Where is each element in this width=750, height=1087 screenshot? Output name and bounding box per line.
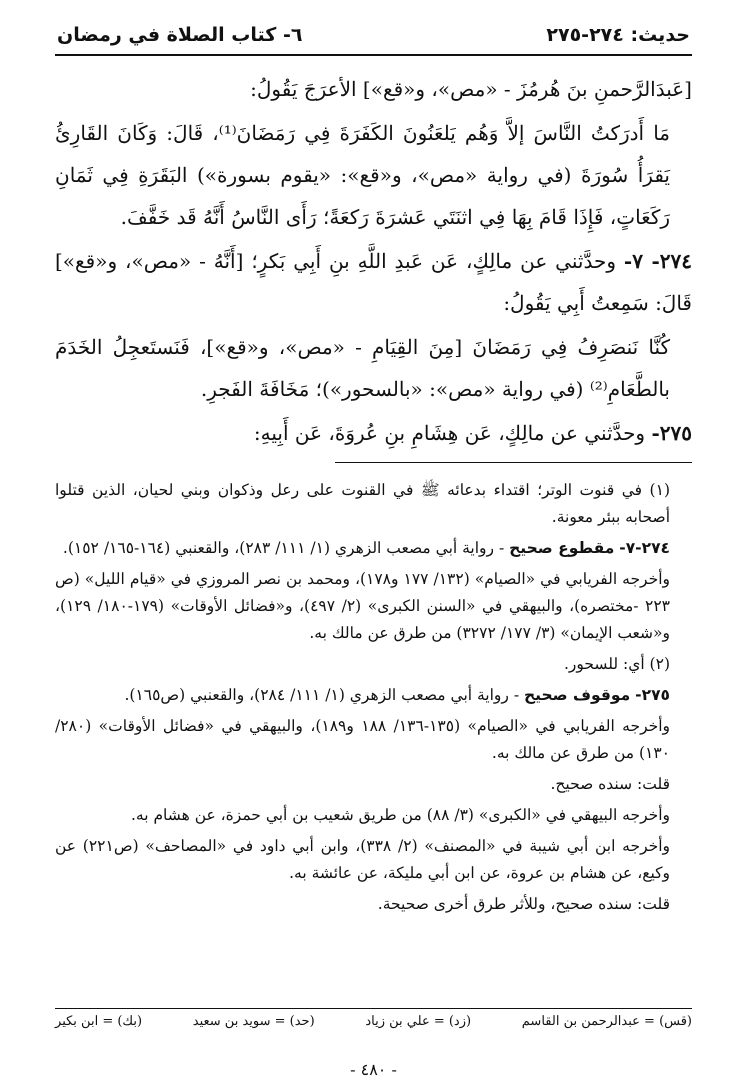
footnote-1: (١) في قنوت الوتر؛ اقتداء بدعائه ﷺ في القنوت على رعل وذكوان وبني لحيان، الذين قتلوا أصحابه ببئر معونة.	[55, 481, 670, 526]
page-number: - ٤٨٠ -	[350, 1060, 397, 1079]
abbr-item: (بك) = ابن بكير	[55, 1014, 143, 1029]
main-paragraph-3	[55, 240, 692, 324]
note-275-header	[55, 682, 692, 709]
note-275-number: ٢٧٥-	[635, 686, 670, 704]
note-274-takhrij: وأخرجه الفريابي في «الصيام» (١٣٢/ ١٧٧ و١٧٨)، ومحمد بن نصر المروزي في «قيام الليل» (ص ٢٢٣ -مختصره)، والبيهقي في «السنن الكبرى» (٢/ ٤٩٧)، و«فضائل الأوقات» (١٧٩-١٨٠/ ١٢٩)، و«شعب الإيمان» (٣/ ١٧٧/ ٣٢٧٢) من طرق عن مالك به.	[55, 570, 671, 642]
main-paragraph-4: كُنَّا نَنصَرِفُ فِي رَمَضَانَ [مِنَ القِيَامِ - «مص»، و«قع»]، فَنَستَعجِلُ الخَدَمَ بالطَّعَامِ⁽²⁾ (في رواية «مص»: «بالسحور»)؛ مَخَافَةَ الفَجرِ.	[55, 335, 670, 401]
hadith-range: حديث: ٢٧٤-٢٧٥	[546, 24, 690, 46]
chapter-title: ٦- كتاب الصلاة في رمضان	[57, 24, 303, 46]
footnote-2: (٢) أي: للسحور.	[563, 655, 670, 673]
note-275-takhrij-2: وأخرجه البيهقي في «الكبرى» (٣/ ٨٨) من طريق شعيب بن أبي حمزة، عن هشام به.	[130, 806, 670, 824]
main-paragraph-1: [عَبدَالرَّحمنِ بنَ هُرمُزَ - «مص»، و«قع»] الأعرَجَ يَقُولُ:	[250, 77, 692, 101]
main-paragraph-2: مَا أَدرَكتُ النَّاسَ إلاَّ وَهُم يَلعَنُونَ الكَفَرَةَ فِي رَمَضَانَ⁽¹⁾، قَالَ: وَكَانَ القَارِئُ يَقرَأُ سُورَةَ (في رواية «مص»، و«قع»: «يقوم بسورة») البَقَرَةِ فِي ثَمَانِ رَكَعَاتٍ، فَإِذَا قَامَ بِهَا فِي اثنَتَي عَشرَةَ رَكعَةً؛ رَأَى النَّاسُ أَنَّهُ قَد خَفَّفَ.	[55, 121, 671, 229]
note-275-verdict-2: قلت: سنده صحيح، وللأثر طرق أخرى صحيحة.	[377, 895, 670, 913]
main-text	[55, 68, 692, 454]
note-274-header	[55, 535, 692, 562]
note-274-grade: مقطوع صحيح	[509, 539, 615, 557]
hadith-number-274: ٢٧٤- ٧-	[623, 249, 693, 273]
note-275-takhrij: وأخرجه الفريابي في «الصيام» (١٣٥-١٣٦/ ١٨٨ و١٨٩)، والبيهقي في «فضائل الأوقات» (٢٨٠/ ١٣٠) من طرق عن مالك به.	[55, 717, 670, 762]
hadith-number-275: ٢٧٥-	[651, 421, 692, 445]
footnote-separator	[335, 462, 692, 463]
note-275-verdict-1: قلت: سنده صحيح.	[550, 775, 670, 793]
abbr-item: (حد) = سويد بن سعيد	[192, 1014, 315, 1029]
hadith-275-text: وحدَّثني عن مالِكٍ، عَن هِشَامِ بنِ عُروَةَ، عَن أَبِيهِ:	[253, 421, 646, 445]
footnotes	[55, 477, 692, 918]
note-275-grade: موقوف صحيح	[524, 686, 631, 704]
abbreviations-legend	[55, 1008, 692, 1029]
book-page	[55, 18, 692, 1087]
hadith-274-text: وحدَّثني عن مالِكٍ، عَن عَبدِ اللَّهِ بنِ أَبِي بَكرٍ؛ [أَنَّهُ - «مص»، و«قع»] قَالَ: سَمِعتُ أَبِي يَقُولُ:	[55, 249, 692, 315]
abbr-item: (قس) = عبدالرحمن بن القاسم	[521, 1014, 692, 1029]
abbr-item: (زد) = علي بن زياد	[365, 1014, 472, 1029]
note-274-number: ٢٧٤-٧-	[619, 539, 670, 557]
main-paragraph-5	[55, 412, 692, 454]
note-275-text: - رواية أبي مصعب الزهري (١/ ١١١/ ٢٨٤)، والقعنبي (ص١٦٥).	[124, 686, 520, 704]
note-275-takhrij-3: وأخرجه ابن أبي شيبة في «المصنف» (٢/ ٣٣٨)، وابن أبي داود في «المصاحف» (ص٢٢١) عن وكيع، عن هشام بن عروة، عن ابن أبي مليكة، عن عائشة به.	[55, 837, 670, 882]
note-274-text: - رواية أبي مصعب الزهري (١/ ١١١/ ٢٨٣)، والقعنبي (١٦٤-١٦٥/ ١٥٢).	[62, 539, 505, 557]
page-header	[55, 18, 692, 56]
